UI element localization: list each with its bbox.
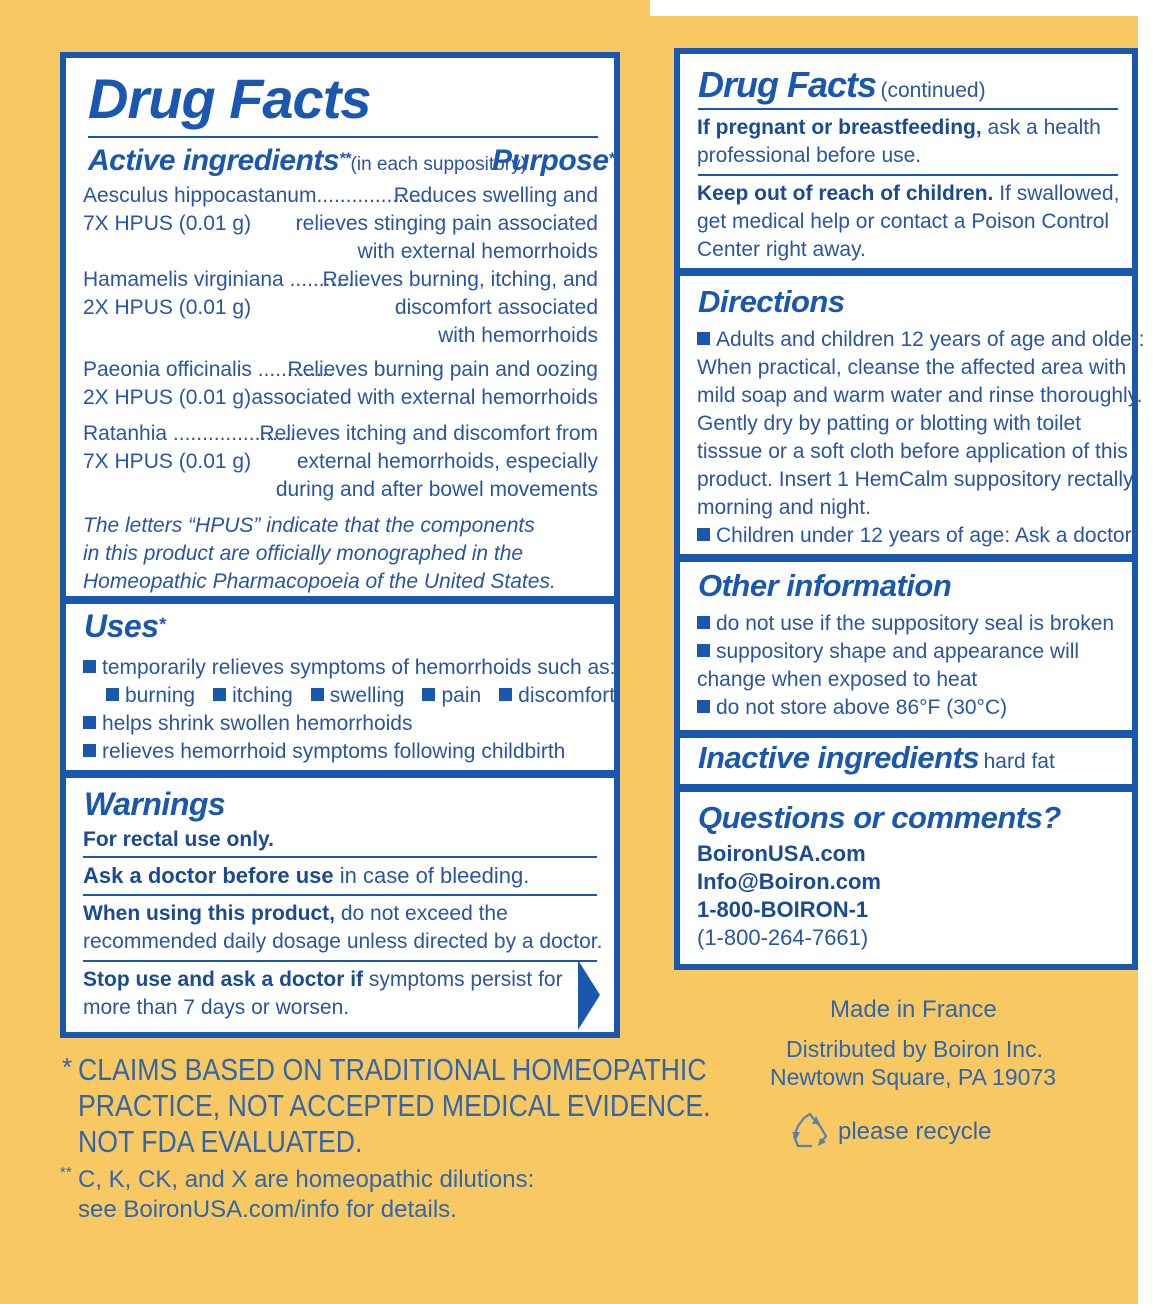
recycle-text: please recycle (838, 1118, 992, 1145)
hpus-note: Homeopathic Pharmacopoeia of the United States. (83, 570, 556, 593)
questions-heading: Questions or comments? (698, 800, 1061, 835)
phone-link[interactable]: 1-800-BOIRON-1 (697, 897, 869, 922)
ingredient-name: Ratanhia ..................... (83, 422, 296, 445)
active-ingredients-section (66, 58, 614, 602)
continued-title: Drug Facts (698, 64, 877, 105)
inactive-section (680, 738, 1132, 784)
recycle-icon (790, 1112, 830, 1150)
use-item: helps shrink swollen hemorrhoids (83, 710, 412, 738)
keep-out-text-2: get medical help or contact a Poison Control (697, 210, 1110, 233)
ingredient-dose: 2X HPUS (0.01 g) (83, 386, 252, 409)
directions-line: mild soap and warm water and rinse thoroughly. (697, 384, 1143, 407)
inactive-value: hard fat (983, 750, 1055, 773)
package-edge-right (1138, 0, 1168, 1304)
directions-line: Adults and children 12 years of age and older: (697, 326, 1144, 354)
symptom-list: burning itching swelling pain discomfort (106, 682, 615, 710)
website-link[interactable]: BoironUSA.com (697, 841, 866, 866)
ingredient-purpose: Reduces swelling and (393, 184, 598, 207)
heading-mark: ** (339, 150, 351, 168)
warnings-heading: Warnings (84, 786, 226, 822)
claims-mark: * (62, 1052, 73, 1082)
divider (83, 960, 597, 962)
inactive-row (698, 740, 1055, 776)
package-edge (650, 0, 1168, 16)
when-using-text: When using this product, do not exceed the (83, 902, 508, 925)
ingredient-dose: 7X HPUS (0.01 g) (83, 450, 252, 473)
purpose-heading: Purpose (492, 144, 609, 177)
continued-note: (continued) (880, 79, 986, 102)
ingredient-purpose: during and after bowel movements (275, 478, 598, 501)
other-info-section (680, 562, 1132, 730)
email-link[interactable]: Info@Boiron.com (697, 869, 881, 894)
phone-number: (1-800-264-7661) (697, 925, 869, 950)
ingredient-purpose: external hemorrhoids, especially (296, 450, 598, 473)
dilutions-mark: ** (60, 1164, 72, 1181)
directions-line: Gently dry by patting or blotting with toilet (697, 412, 1082, 435)
stop-use-text: Stop use and ask a doctor if symptoms persist for (83, 968, 563, 991)
divider (83, 894, 597, 896)
distributor-address: Newtown Square, PA 19073 (770, 1064, 1056, 1090)
use-item: temporarily relieves symptoms of hemorrhoids such as: (83, 654, 616, 682)
section-divider (680, 268, 1132, 276)
directions-line: When practical, cleanse the affected area with (697, 356, 1127, 379)
section-divider (680, 784, 1132, 792)
directions-line: product. Insert 1 HemCalm suppository rectally (697, 468, 1134, 491)
ingredient-purpose: discomfort associated (394, 296, 598, 319)
keep-out-text: Keep out of reach of children. If swallowed, (697, 182, 1120, 205)
drug-facts-left-panel (60, 52, 620, 1038)
ingredient-purpose: with external hemorrhoids (357, 240, 598, 263)
use-item: relieves hemorrhoid symptoms following childbirth (83, 738, 565, 766)
dilutions-line: see BoironUSA.com/info for details. (78, 1196, 457, 1223)
stop-use-text-2: more than 7 days or worsen. (83, 996, 350, 1019)
questions-section (680, 792, 1132, 964)
directions-children: Children under 12 years of age: Ask a doctor. (697, 522, 1136, 550)
ingredient-dose: 7X HPUS (0.01 g) (83, 212, 252, 235)
divider (83, 856, 597, 858)
dilutions-line: C, K, CK, and X are homeopathic dilutions: (78, 1166, 535, 1193)
when-using-text-2: recommended daily dosage unless directed by a doctor. (83, 930, 603, 953)
other-info-item: do not store above 86°F (30°C) (697, 694, 1007, 722)
drug-facts-right-panel (674, 48, 1145, 970)
ingredient-name: Aesculus hippocastanum.................... (83, 184, 434, 207)
directions-line: morning and night. (697, 496, 871, 519)
active-ingredients-heading-row (88, 144, 527, 179)
section-divider (66, 770, 614, 778)
pregnant-text-2: professional before use. (697, 144, 922, 167)
uses-heading: Uses (84, 608, 159, 644)
ingredient-purpose: Relieves burning, itching, and (322, 268, 598, 291)
directions-line: tisssue or a soft cloth before application of this (697, 440, 1128, 463)
heading-note: (in each suppository) (350, 154, 527, 175)
other-info-item: do not use if the suppository seal is broken (697, 610, 1114, 638)
distributed-by-text: Distributed by Boiron Inc. (786, 1036, 1043, 1062)
uses-section (66, 604, 614, 768)
section-divider (680, 730, 1132, 738)
divider (698, 174, 1118, 176)
ingredient-purpose: Relieves itching and discomfort from (259, 422, 598, 445)
continue-arrow-icon (578, 960, 602, 1030)
ingredient-purpose: with hemorrhoids (438, 324, 598, 347)
ingredient-dose: 2X HPUS (0.01 g) (83, 296, 252, 319)
keep-out-text-3: Center right away. (697, 238, 866, 261)
uses-heading-row (84, 608, 165, 645)
hpus-note: The letters “HPUS” indicate that the components (83, 514, 535, 537)
purpose-mark: * (608, 150, 615, 168)
directions-section (680, 276, 1145, 552)
made-in-text: Made in France (830, 996, 997, 1023)
continued-section (680, 54, 1132, 270)
other-info-heading: Other information (698, 568, 952, 603)
divider (698, 108, 1118, 110)
active-ingredients-heading: Active ingredients (88, 144, 340, 177)
divider (88, 136, 598, 138)
claims-line: CLAIMS BASED ON TRADITIONAL HOMEOPATHIC (78, 1052, 707, 1087)
section-divider (66, 596, 614, 604)
ingredient-purpose: relieves stinging pain associated (295, 212, 598, 235)
pregnant-text: If pregnant or breastfeeding, ask a health (697, 116, 1101, 139)
directions-heading: Directions (698, 284, 845, 319)
drug-facts-title: Drug Facts (88, 67, 371, 130)
section-divider (680, 554, 1132, 562)
claims-line: PRACTICE, NOT ACCEPTED MEDICAL EVIDENCE. (78, 1088, 711, 1123)
hpus-note: in this product are officially monographed in the (83, 542, 524, 565)
ingredient-name: Paeonia officinalis ............. (83, 358, 334, 381)
uses-mark: * (158, 614, 166, 635)
other-info-item: suppository shape and appearance will (697, 638, 1079, 666)
ingredient-purpose: associated with external hemorrhoids (251, 386, 598, 409)
ask-doctor-text: Ask a doctor before use in case of bleeding. (83, 863, 530, 888)
purpose-heading-row (492, 144, 614, 178)
claims-line: NOT FDA EVALUATED. (78, 1124, 363, 1159)
ingredient-name: Hamamelis virginiana ............. (83, 268, 366, 291)
other-info-item-cont: change when exposed to heat (697, 668, 978, 691)
warnings-section (66, 778, 614, 1032)
ingredient-purpose: Relieves burning pain and oozing (287, 358, 598, 381)
continued-title-row (698, 64, 986, 106)
rectal-use-text: For rectal use only. (83, 828, 274, 851)
inactive-heading: Inactive ingredients (698, 740, 980, 775)
